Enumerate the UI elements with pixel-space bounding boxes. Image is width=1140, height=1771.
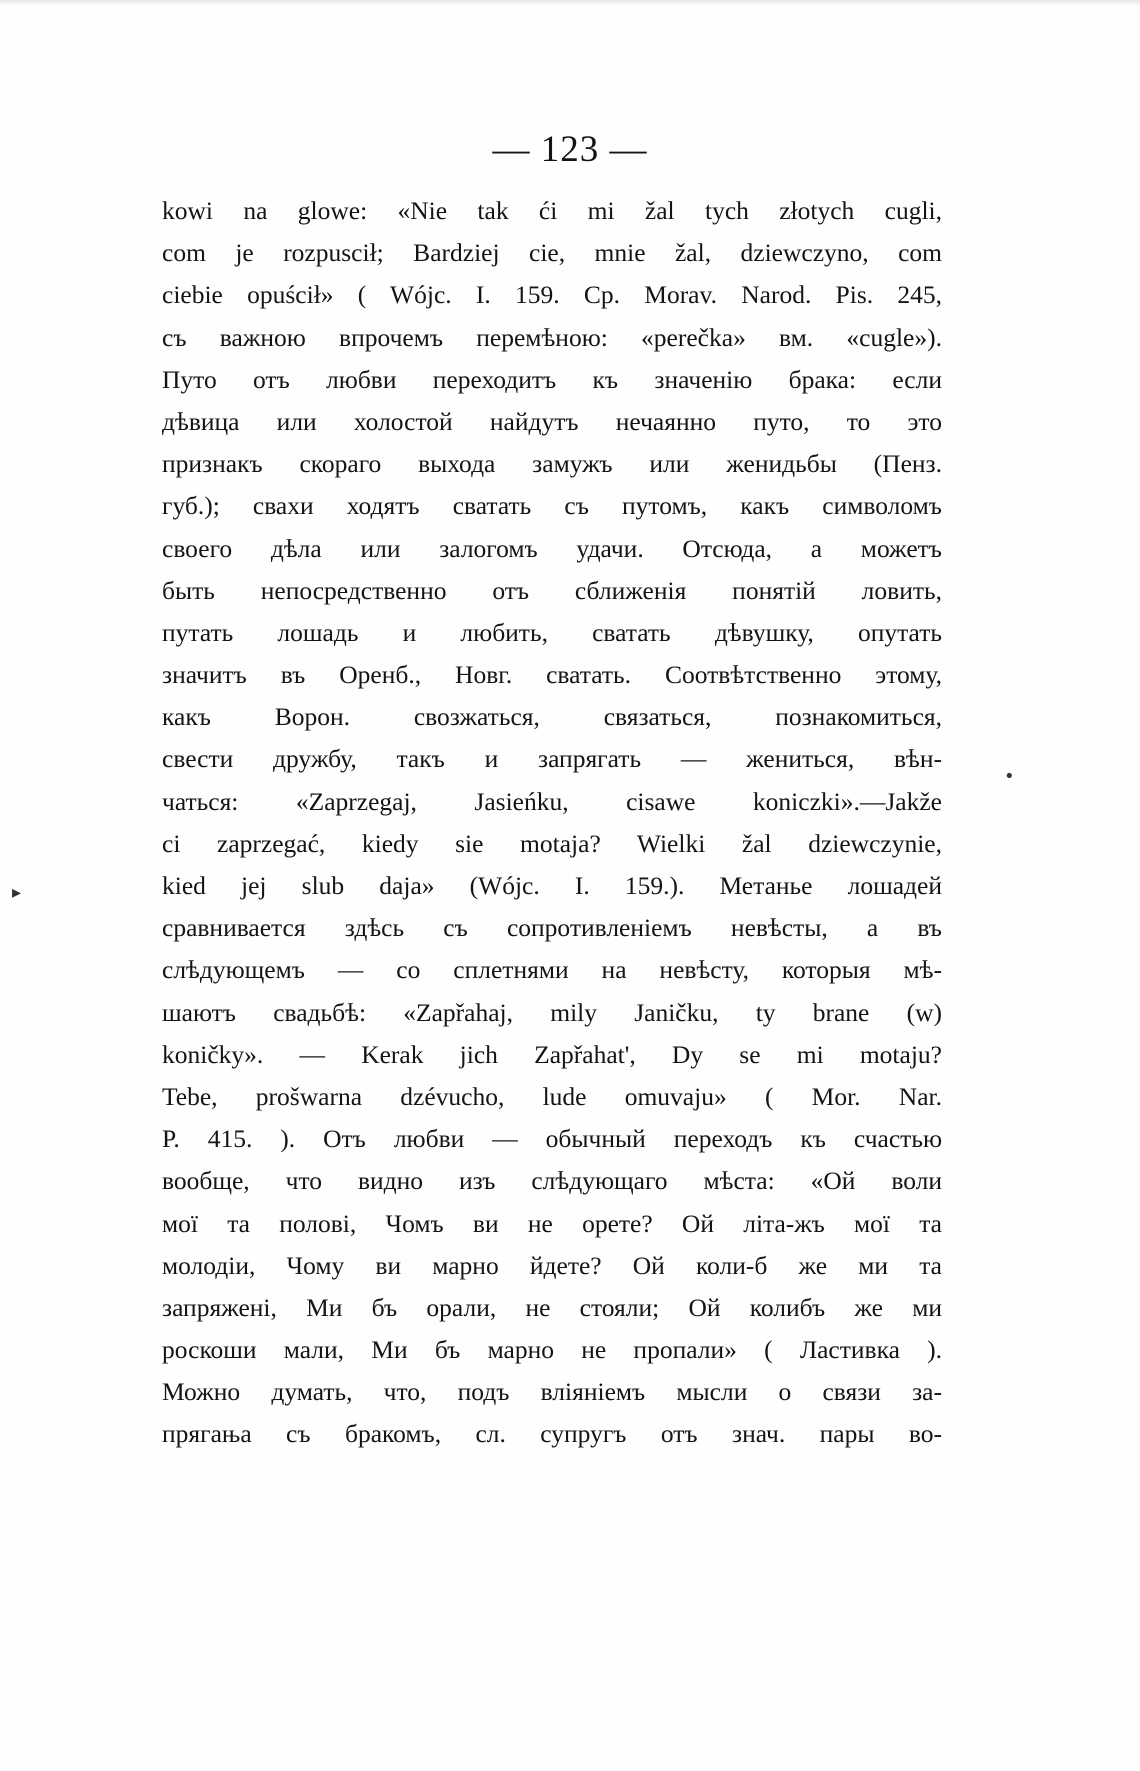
text-line-7: признакъ скораго выхода замужъ или женидьбы (Пенз. (162, 449, 942, 479)
text-line-26: молодіи, Чому ви марно йдете? Ой коли-б же ми та (162, 1250, 942, 1280)
text-line-17: kied jej slub daja» (Wójc. I. 159.). Метанье лошадей (162, 871, 942, 900)
text-line-4: съ важною впрочемъ перемѣною: «perečka» вм. «cugle»). (162, 322, 942, 352)
text-line-9: своего дѣла или залогомъ удачи. Отсюда, а можетъ (162, 533, 942, 563)
body-text (162, 190, 942, 1456)
text-line-16: ci zaprzegać, kiedy sie motaja? Wielki žal dziewczynie, (162, 828, 942, 858)
text-line-30: прягања съ бракомъ, сл. супругъ отъ знач. пары во- (162, 1419, 942, 1449)
text-line-18: сравнивается здѣсь съ сопротивленіемъ невѣсты, а въ (162, 913, 942, 943)
scan-top-edge (0, 0, 1140, 6)
text-line-10: быть непосредственно отъ сближенія понятій ловить, (162, 575, 942, 605)
text-line-15: чаться: «Zaprzegaj, Jasieńku, cisawe koniczki».—Jakže (162, 786, 942, 816)
text-line-27: запряжені, Ми бъ орали, не стояли; Ой колибъ же ми (162, 1292, 942, 1322)
margin-mark-right: • (1004, 766, 1015, 787)
text-line-3: ciebie opuścił» ( Wójc. I. 159. Cp. Morav. Narod. Pis. 245, (162, 280, 942, 310)
text-line-5: Путо отъ любви переходитъ къ значенію брака: если (162, 364, 942, 394)
text-line-11: путать лошадь и любить, сватать дѣвушку, опутать (162, 617, 942, 647)
text-line-20: шаютъ свадьбѣ: «Zapřahaj, mily Janičku, ty brane (w) (162, 997, 942, 1027)
text-line-6: дѣвица или холостой найдутъ нечаянно путо, то это (162, 406, 942, 436)
text-line-14: свести дружбу, такъ и запрягать — жениться, вѣн- (162, 744, 942, 774)
text-line-22: Tebe, prošwarna dzévucho, lude omuvaju» ( Mor. Nar. (162, 1081, 942, 1111)
text-line-25: мої та полові, Чомъ ви не орете? Ой літа-жъ мої та (162, 1208, 942, 1238)
page-number: — 123 — (492, 129, 648, 170)
text-line-12: значитъ въ Оренб., Новг. сватать. Соотвѣтственно этому, (162, 660, 942, 690)
margin-mark-left: ▸ (12, 882, 22, 903)
text-line-23: P. 415. ). Отъ любви — обычный переходъ къ счастью (162, 1124, 942, 1154)
text-line-29: Можно думать, что, подъ вліяніемъ мысли о связи за- (162, 1377, 942, 1407)
text-line-21: koničky». — Kerak jich Zapřahat', Dy se mi motaju? (162, 1039, 942, 1069)
text-line-2: com je rozpuscił; Bardziej cie, mnie žal, dziewczyno, com (162, 238, 942, 268)
text-line-19: слѣдующемъ — со сплетнями на невѣсту, которыя мѣ- (162, 955, 942, 985)
text-line-13: какъ Ворон. свозжаться, связаться, познакомиться, (162, 702, 942, 732)
text-line-24: вообще, что видно изъ слѣдующаго мѣста: «Ой воли (162, 1166, 942, 1196)
text-line-8: губ.); свахи ходятъ сватать съ путомъ, какъ символомъ (162, 491, 942, 521)
text-line-28: роскоши мали, Ми бъ марно не пропали» ( Ластивка ). (162, 1335, 942, 1365)
text-line-1: kowi na glowe: «Nie tak ći mi žal tych złotych cugli, (162, 196, 942, 225)
